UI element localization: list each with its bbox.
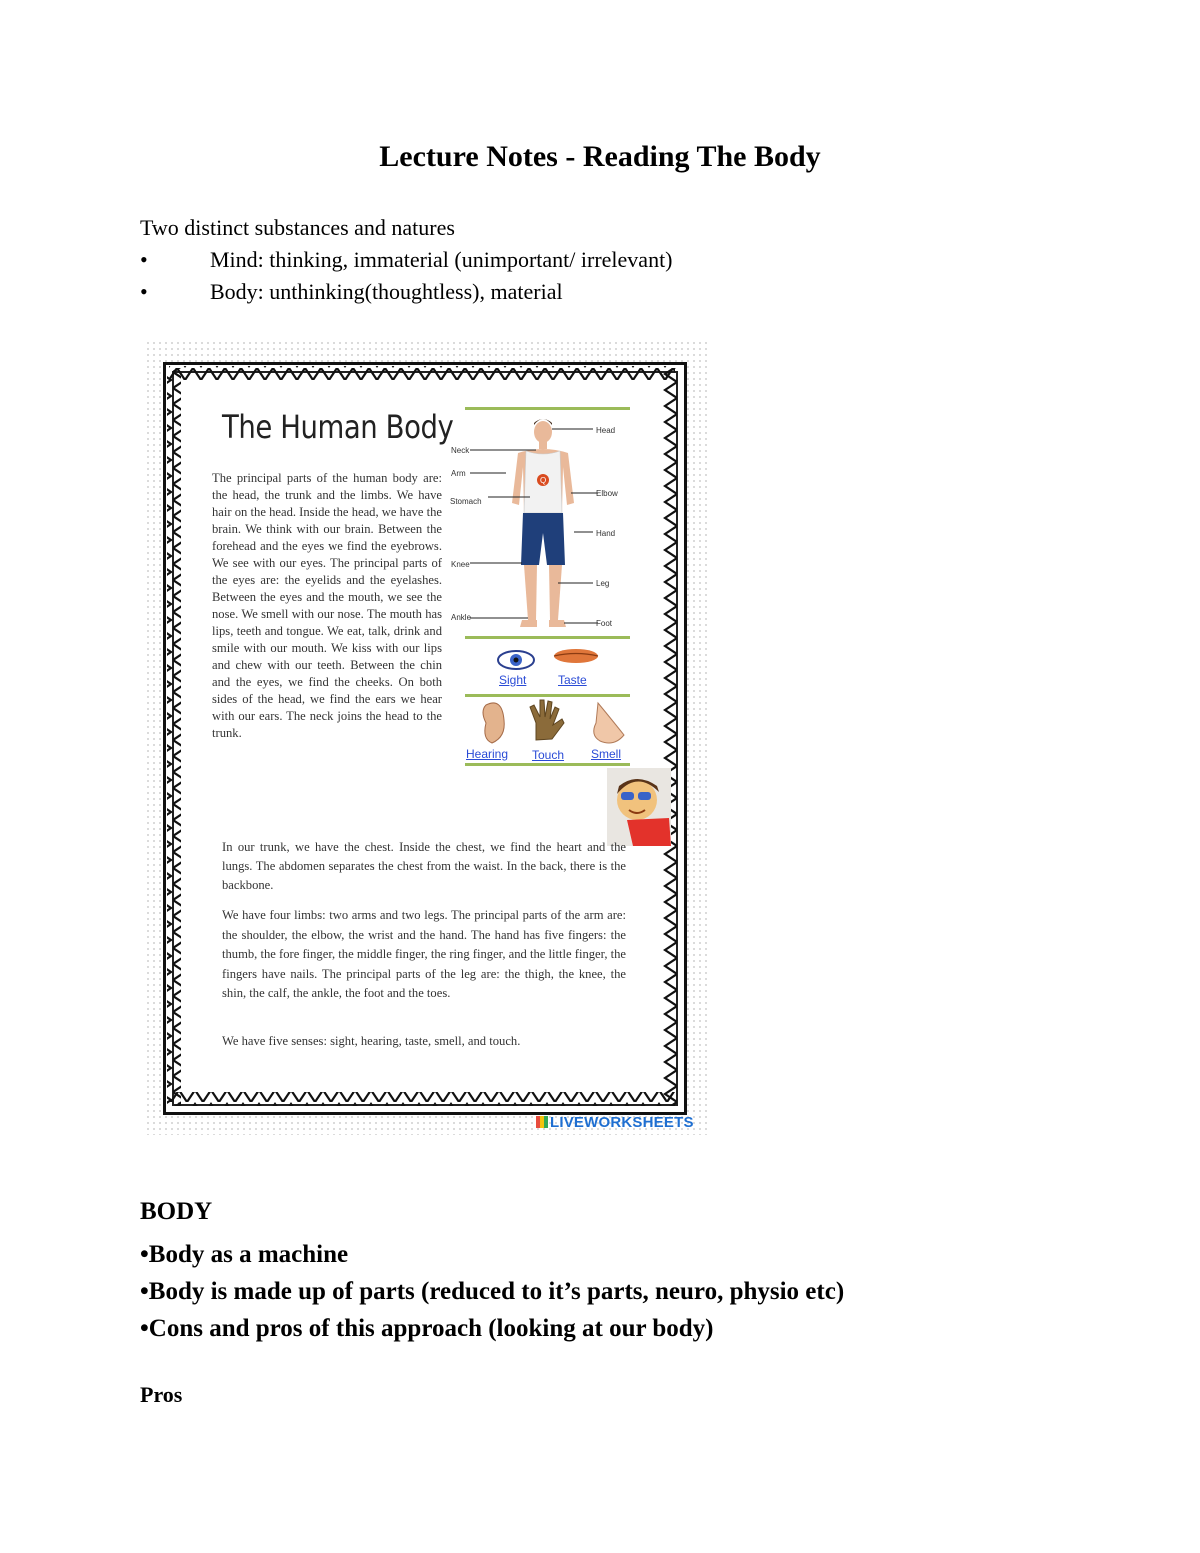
bullet-dot: •: [140, 279, 148, 304]
intro-section: [140, 212, 673, 308]
label-leg: Leg: [596, 579, 610, 588]
bullet-dot: •: [140, 247, 148, 272]
body-points-list: [140, 1236, 844, 1347]
worksheet-paragraph-text: The principal parts of the human body are: the head, the trunk and the limbs. We have hair on the head. Inside the head, we have the brain. We think with our brain. Between the forehead and the eyes we find the eyebrows. We see with our eyes. The principal parts of the eyes are: the eyelids and the eyelashes. Between the eyes and the mouth, we see the nose. We smell with our nose. The mouth has lips, teeth and tongue. We eat, talk, drink and smile with our mouth. We kiss with our lips and chew with our teeth. Between the chin and the eyes, we find the cheeks. On both sides of the head, we find the ears we hear with our ears. The neck joins the head to the trunk.: [212, 471, 442, 740]
label-foot: Foot: [596, 619, 613, 628]
sense-label-touch: Touch: [532, 748, 565, 762]
list-item-text: Cons and pros of this approach (looking at our body): [148, 1315, 714, 1342]
child-illustration: [607, 768, 671, 846]
shorts-shape: [521, 513, 565, 565]
label-head: Head: [596, 426, 616, 435]
body-section-heading: BODY: [140, 1198, 213, 1225]
worksheet-title: The Human Body: [222, 408, 454, 446]
nose-icon: [594, 703, 624, 743]
list-item-text: Body as a machine: [148, 1241, 349, 1268]
list-item: [140, 1273, 844, 1310]
sense-label-hearing: Hearing: [466, 747, 509, 761]
head-shape: [534, 421, 552, 443]
intro-item-body: Body: unthinking(thoughtless), material: [210, 279, 563, 304]
intro-bullet-item: [140, 244, 673, 276]
bullet-dot: •: [140, 1241, 149, 1268]
worksheet-paragraph: [222, 838, 626, 895]
liveworksheets-logo: [536, 1114, 694, 1131]
logo-icon: [536, 1116, 548, 1128]
worksheet-paragraph: [212, 470, 442, 742]
bullet-dot: •: [140, 1278, 149, 1305]
worksheet-paragraph-text: We have four limbs: two arms and two legs. The principal parts of the arm are: the shoulder, the elbow, the wrist and the hand. The hand has five fingers: the thumb, the fore finger, the middle finger, the ring finger, and the little finger, the fingers have nails. The principal parts of the leg are: the thigh, the knee, the shin, the calf, the ankle, the foot and the toes.: [222, 908, 627, 1000]
label-ankle: Ankle: [451, 613, 472, 622]
worksheet-paragraph-text: In our trunk, we have the chest. Inside the chest, we find the heart and the lungs. The abdomen separates the chest from the waist. In the back, there is the backbone.: [222, 840, 626, 892]
sense-label-taste: Taste: [558, 673, 587, 687]
ear-icon: [483, 703, 504, 743]
label-neck: Neck: [451, 446, 470, 455]
divider-line: [465, 763, 630, 766]
logo-text: LIVEWORKSHEETS: [550, 1114, 694, 1131]
sense-label-sight: Sight: [499, 673, 527, 687]
worksheet-paragraph: [222, 1033, 626, 1050]
svg-text:Q: Q: [540, 476, 547, 485]
list-item: [140, 1236, 844, 1273]
hand-icon: [530, 700, 564, 740]
page-title: Lecture Notes - Reading The Body: [379, 140, 821, 173]
pros-heading: Pros: [140, 1382, 183, 1407]
intro-bullet-item: [140, 276, 673, 308]
label-elbow: Elbow: [596, 489, 618, 498]
label-knee: Knee: [451, 560, 470, 569]
intro-item-mind: Mind: thinking, immaterial (unimportant/ irrelevant): [210, 247, 673, 272]
bullet-dot: •: [140, 1315, 149, 1342]
body-diagram: [448, 405, 633, 770]
divider-line: [465, 407, 630, 410]
divider-line: [465, 636, 630, 639]
sense-label-smell: Smell: [591, 747, 622, 761]
label-arm: Arm: [451, 469, 466, 478]
list-item-text: Body is made up of parts (reduced to it’s parts, neuro, physio etc): [148, 1278, 845, 1305]
list-item: [140, 1310, 844, 1347]
worksheet-paragraph: [222, 906, 626, 1004]
lips-icon: [554, 649, 598, 663]
label-hand: Hand: [596, 529, 616, 538]
worksheet-paragraph-text: We have five senses: sight, hearing, taste, smell, and touch.: [222, 1034, 521, 1048]
label-stomach: Stomach: [450, 497, 482, 506]
intro-heading: Two distinct substances and natures: [140, 215, 455, 240]
divider-line: [465, 694, 630, 697]
